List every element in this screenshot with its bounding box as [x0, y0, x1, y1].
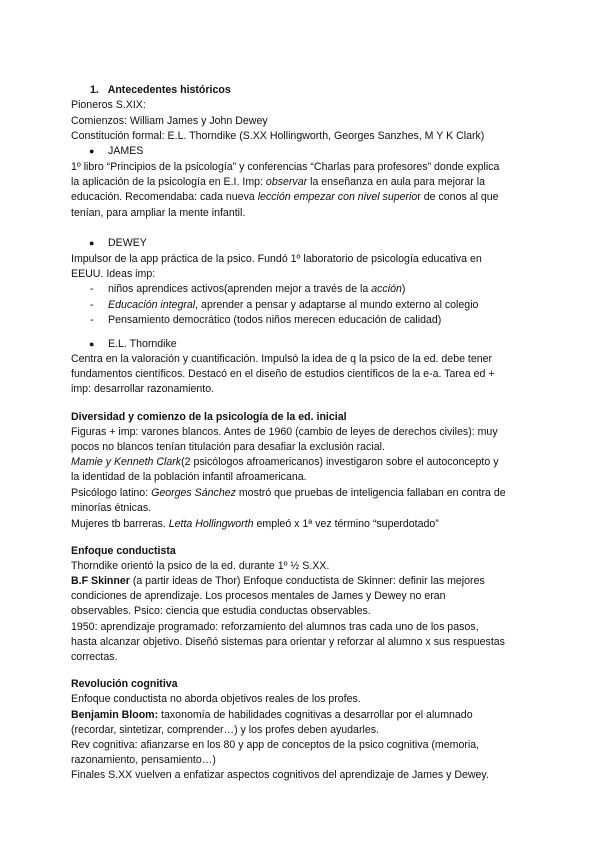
diversidad-title: Diversidad y comienzo de la psicología de la ed. inicial — [71, 411, 347, 423]
section-heading — [90, 83, 231, 97]
cognitiva-line-6: Finales S.XX vuelven a enfatizar aspectos cognitivos del aprendizaje de James y Dewey. — [71, 769, 489, 781]
cognitiva-line-4: Rev cognitiva: afianzarse en los 80 y app de conceptos de la psico cognitiva (memoria, — [71, 739, 480, 751]
thorndike-line-1: Centra en la valoración y cuantificación. Impulsó la idea de q la psico de la ed. debe tener — [71, 353, 493, 365]
thorndike-line-3: imp: desarrollar razonamiento. — [71, 383, 215, 395]
conductista-title: Enfoque conductista — [71, 545, 176, 557]
diversidad-line-4: la identidad de la población infantil afroamericana. — [71, 471, 307, 483]
dewey-line-2: EEUU. Ideas imp: — [71, 268, 156, 280]
conductista-line-7: correctas. — [71, 651, 118, 663]
conductista-line-2: B.F Skinner (a partir ideas de Thor) Enfoque conductista de Skinner: definir las mejores — [71, 575, 485, 587]
comienzos-line: Comienzos: William James y John Dewey — [71, 115, 268, 127]
james-line-3: educación. Recomendaba: cada nueva lección empezar con nivel superior de conos al que — [71, 191, 499, 203]
cognitiva-line-3: (recordar, sintetizar, comprender…) y los profes deben ayudarles. — [71, 724, 379, 736]
cognitiva-line-2: Benjamin Bloom: taxonomía de habilidades cognitivas a desarrollar por el alumnado — [71, 709, 473, 721]
diversidad-line-5: Psicólogo latino: Georges Sánchez mostró que pruebas de inteligencia fallaban en contra de — [71, 487, 506, 499]
diversidad-line-6: minorías étnicas. — [71, 502, 152, 514]
diversidad-line-7: Mujeres tb barreras. Letta Hollingworth empleó x 1ª vez término “superdotado” — [71, 518, 439, 530]
james-label: JAMES — [108, 145, 144, 157]
dewey-idea-3: Pensamiento democrático (todos niños merecen educación de calidad) — [108, 314, 442, 326]
diversidad-line-1: Figuras + imp: varones blancos. Antes de 1960 (cambio de leyes de derechos civiles): muy — [71, 426, 498, 438]
conductista-line-3: condiciones de aprendizaje. Los procesos mentales de James y Dewey no eran — [71, 590, 446, 602]
cognitiva-line-1: Enfoque conductista no aborda objetivos reales de los profes. — [71, 693, 361, 705]
bullet-icon: ● — [89, 238, 95, 248]
cognitiva-line-5: razonamiento, pensamiento…) — [71, 754, 216, 766]
pioneros-line: Pioneros S.XIX: — [71, 99, 146, 111]
heading-title: Antecedentes históricos — [107, 84, 231, 96]
diversidad-line-2: pocos no blancos tenían titulación para desafiar la exclusión racial. — [71, 441, 385, 453]
thorndike-line-2: fundamentos científicos. Destacó en el diseño de estudios científicos de la e-a. Tarea ed + — [71, 368, 495, 380]
dewey-label: DEWEY — [108, 237, 147, 249]
diversidad-line-3: Mamie y Kenneth Clark(2 psicólogos afroamericanos) investigaron sobre el autoconcepto y — [71, 456, 499, 468]
heading-number: 1. — [90, 84, 99, 96]
conductista-line-1: Thorndike orientó la psico de la ed. durante 1º ½ S.XX. — [71, 560, 330, 572]
cognitiva-title: Revolución cognitiva — [71, 678, 178, 690]
dash-icon: - — [90, 283, 94, 295]
bullet-icon: ● — [89, 339, 95, 349]
conductista-line-5: 1950: aprendizaje programado: reforzamiento del alumnos tras cada uno de los pasos, — [71, 621, 479, 633]
dewey-idea-2: Educación integral, aprender a pensar y adaptarse al mundo externo al colegio — [108, 299, 479, 311]
dewey-line-1: Impulsor de la app práctica de la psico. Fundó 1º laboratorio de psicología educativa en — [71, 253, 482, 265]
james-line-1: 1º libro “Principios de la psicología” y conferencias “Charlas para profesores” donde explica — [71, 161, 500, 173]
conductista-line-4: observables. Psico: ciencia que estudia conductas observables. — [71, 605, 371, 617]
dewey-idea-1: niños aprendices activos(aprenden mejor a través de la acción) — [108, 283, 406, 295]
james-line-2: la aplicación de la psicología en E.I. Imp: observar la enseñanza en aula para mejorar la — [71, 176, 485, 188]
bullet-icon: ● — [89, 146, 95, 156]
dash-icon: - — [90, 299, 94, 311]
thorndike-label: E.L. Thorndike — [108, 338, 177, 350]
constitucion-line: Constitución formal: E.L. Thorndike (S.XX Hollingworth, Georges Sanzhes, M Y K Clark) — [71, 130, 485, 142]
conductista-line-6: hasta alcanzar objetivo. Diseñó sistemas para orientar y reforzar al alumno x sus respuestas — [71, 636, 505, 648]
dash-icon: - — [90, 314, 94, 326]
james-line-4: tenían, para ampliar la mente infantil. — [71, 207, 246, 219]
